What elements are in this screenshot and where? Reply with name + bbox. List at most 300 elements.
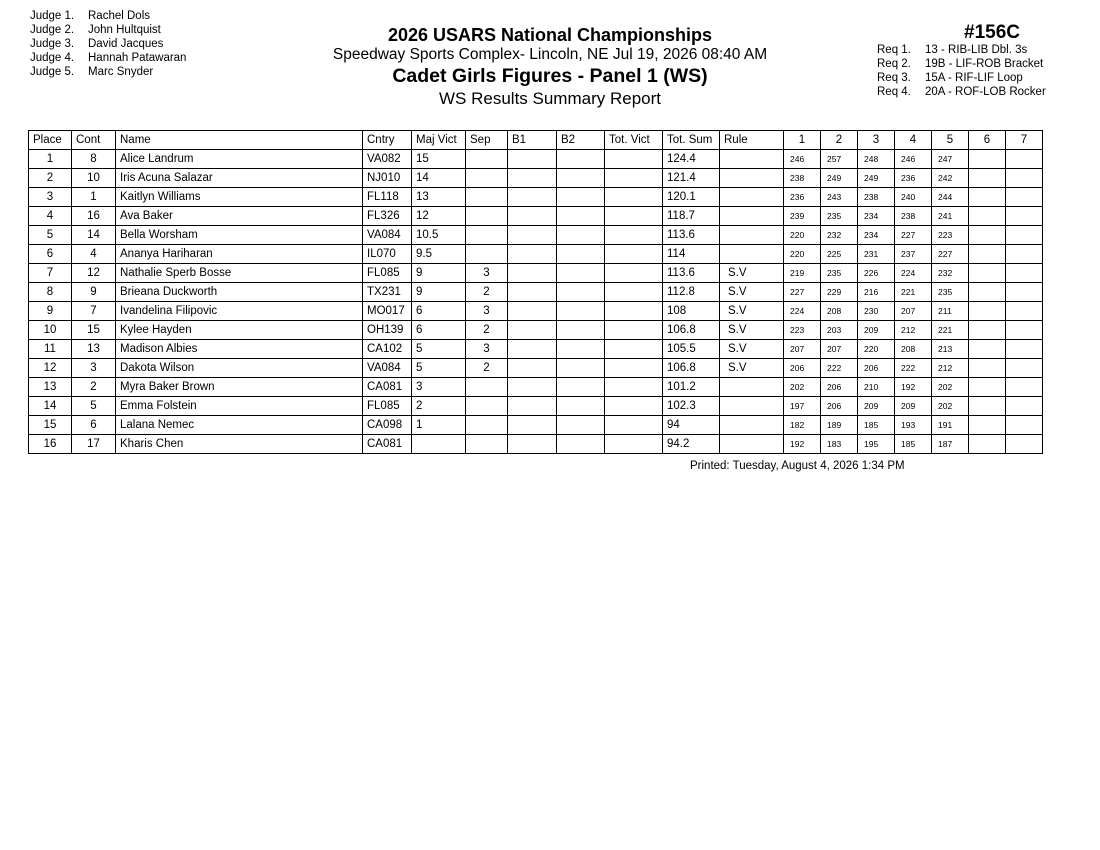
judge-score-cell: 220	[858, 340, 895, 359]
table-row	[29, 226, 1043, 245]
column-header: 5	[932, 131, 969, 150]
judge-score-cell: 192	[895, 378, 932, 397]
country-cell: CA102	[363, 340, 412, 359]
maj-vict-cell: 10.5	[412, 226, 466, 245]
requirement-text: 15A - RIF-LIF Loop	[925, 72, 1023, 84]
judge-name: Marc Snyder	[88, 66, 154, 78]
judge-score-cell: 185	[895, 435, 932, 454]
b2-cell	[557, 150, 605, 169]
judge-score-cell: 195	[858, 435, 895, 454]
name-cell: Brieana Duckworth	[116, 283, 363, 302]
judge-score-cell: 221	[895, 283, 932, 302]
name-cell: Emma Folstein	[116, 397, 363, 416]
b1-cell	[508, 169, 557, 188]
judge-score-cell: 216	[858, 283, 895, 302]
judge-score-cell: 222	[895, 359, 932, 378]
place-cell: 1	[29, 150, 72, 169]
name-cell: Iris Acuna Salazar	[116, 169, 363, 188]
judge-score-cell: 227	[784, 283, 821, 302]
requirement-text: 13 - RIB-LIB Dbl. 3s	[925, 44, 1028, 56]
tot-sum-cell: 106.8	[663, 321, 720, 340]
sep-cell	[466, 378, 508, 397]
judge-score-cell	[1006, 359, 1043, 378]
judge-name: John Hultquist	[88, 24, 161, 36]
country-cell: FL326	[363, 207, 412, 226]
judge-score-cell: 202	[784, 378, 821, 397]
column-header: Sep	[466, 131, 508, 150]
judge-score-cell: 234	[858, 226, 895, 245]
place-cell: 6	[29, 245, 72, 264]
judge-score-cell	[969, 207, 1006, 226]
judge-score-cell: 246	[784, 150, 821, 169]
judge-score-cell: 237	[895, 245, 932, 264]
table-header-row	[29, 131, 1043, 150]
judge-score-cell: 213	[932, 340, 969, 359]
tot-vict-cell	[605, 245, 663, 264]
country-cell: VA084	[363, 226, 412, 245]
judge-score-cell: 206	[821, 397, 858, 416]
judge-score-cell: 211	[932, 302, 969, 321]
place-cell: 9	[29, 302, 72, 321]
requirement-entry	[877, 57, 1046, 71]
championship-title: 2026 USARS National Championships	[387, 25, 713, 45]
cont-cell: 16	[72, 207, 116, 226]
judge-score-cell: 230	[858, 302, 895, 321]
judge-label: Judge 5.	[30, 66, 75, 78]
judge-score-cell	[1006, 283, 1043, 302]
rule-cell	[720, 397, 784, 416]
place-cell: 5	[29, 226, 72, 245]
b2-cell	[557, 321, 605, 340]
judge-score-cell: 238	[895, 207, 932, 226]
rule-cell: S.V	[720, 340, 784, 359]
tot-vict-cell	[605, 340, 663, 359]
name-cell: Ananya Hariharan	[116, 245, 363, 264]
judge-score-cell	[969, 226, 1006, 245]
sep-cell: 3	[466, 302, 508, 321]
judge-score-cell: 235	[821, 207, 858, 226]
judge-score-cell: 249	[858, 169, 895, 188]
judge-score-cell: 223	[784, 321, 821, 340]
column-header: Place	[29, 131, 72, 150]
judge-score-cell: 236	[895, 169, 932, 188]
judge-score-cell: 207	[784, 340, 821, 359]
sep-cell: 2	[466, 359, 508, 378]
column-header: 7	[1006, 131, 1043, 150]
tot-sum-cell: 118.7	[663, 207, 720, 226]
judge-score-cell	[1006, 188, 1043, 207]
judge-score-cell: 229	[821, 283, 858, 302]
column-header: Name	[116, 131, 363, 150]
tot-sum-cell: 112.8	[663, 283, 720, 302]
country-cell: FL085	[363, 397, 412, 416]
b2-cell	[557, 245, 605, 264]
judge-score-cell: 244	[932, 188, 969, 207]
requirement-text: 19B - LIF-ROB Bracket	[925, 58, 1044, 70]
table-row	[29, 397, 1043, 416]
judge-entry	[30, 23, 186, 37]
judge-score-cell: 206	[858, 359, 895, 378]
place-cell: 11	[29, 340, 72, 359]
b1-cell	[508, 188, 557, 207]
maj-vict-cell	[412, 435, 466, 454]
b1-cell	[508, 435, 557, 454]
judge-score-cell: 208	[895, 340, 932, 359]
judge-score-cell: 241	[932, 207, 969, 226]
country-cell: FL085	[363, 264, 412, 283]
country-cell: IL070	[363, 245, 412, 264]
judge-score-cell: 247	[932, 150, 969, 169]
judge-score-cell	[969, 150, 1006, 169]
judge-score-cell: 223	[932, 226, 969, 245]
tot-sum-cell: 113.6	[663, 264, 720, 283]
judge-score-cell	[969, 397, 1006, 416]
judge-score-cell	[969, 188, 1006, 207]
judge-score-cell: 183	[821, 435, 858, 454]
judge-score-cell	[1006, 150, 1043, 169]
judge-score-cell: 236	[784, 188, 821, 207]
judge-score-cell	[969, 435, 1006, 454]
judge-score-cell: 220	[784, 245, 821, 264]
rule-cell	[720, 226, 784, 245]
venue-date: Speedway Sports Complex- Lincoln, NE Jul 19, 2026 08:40 AM	[332, 46, 768, 63]
judge-score-cell: 202	[932, 378, 969, 397]
b2-cell	[557, 378, 605, 397]
judge-score-cell: 182	[784, 416, 821, 435]
maj-vict-cell: 1	[412, 416, 466, 435]
judge-entry	[30, 37, 186, 51]
cont-cell: 14	[72, 226, 116, 245]
maj-vict-cell: 14	[412, 169, 466, 188]
judge-score-cell: 224	[895, 264, 932, 283]
report-header	[300, 24, 800, 110]
b1-cell	[508, 321, 557, 340]
sep-cell: 2	[466, 321, 508, 340]
judge-score-cell: 207	[895, 302, 932, 321]
table-row	[29, 321, 1043, 340]
place-cell: 7	[29, 264, 72, 283]
sep-cell	[466, 207, 508, 226]
column-header: B2	[557, 131, 605, 150]
judge-score-cell	[1006, 169, 1043, 188]
cont-cell: 6	[72, 416, 116, 435]
judge-score-cell	[1006, 416, 1043, 435]
cont-cell: 2	[72, 378, 116, 397]
judge-score-cell	[969, 359, 1006, 378]
cont-cell: 15	[72, 321, 116, 340]
judge-score-cell: 243	[821, 188, 858, 207]
b1-cell	[508, 340, 557, 359]
tot-sum-cell: 94	[663, 416, 720, 435]
place-cell: 16	[29, 435, 72, 454]
judge-score-cell	[1006, 226, 1043, 245]
judge-score-cell: 185	[858, 416, 895, 435]
country-cell: VA084	[363, 359, 412, 378]
column-header: 4	[895, 131, 932, 150]
column-header: Cntry	[363, 131, 412, 150]
tot-sum-cell: 108	[663, 302, 720, 321]
event-title: Cadet Girls Figures - Panel 1 (WS)	[392, 65, 708, 87]
cont-cell: 13	[72, 340, 116, 359]
judge-score-cell: 227	[895, 226, 932, 245]
judge-score-cell	[1006, 321, 1043, 340]
table-row	[29, 169, 1043, 188]
cont-cell: 3	[72, 359, 116, 378]
judge-score-cell	[969, 378, 1006, 397]
requirement-label: Req 1.	[877, 44, 911, 56]
sep-cell: 3	[466, 340, 508, 359]
judge-score-cell: 240	[895, 188, 932, 207]
country-cell: OH139	[363, 321, 412, 340]
table-row	[29, 207, 1043, 226]
table-row	[29, 150, 1043, 169]
judge-name: Hannah Patawaran	[88, 52, 187, 64]
judge-score-cell: 192	[784, 435, 821, 454]
judge-score-cell: 257	[821, 150, 858, 169]
maj-vict-cell: 12	[412, 207, 466, 226]
name-cell: Nathalie Sperb Bosse	[116, 264, 363, 283]
sep-cell	[466, 416, 508, 435]
requirements-list	[877, 43, 1046, 99]
tot-sum-cell: 94.2	[663, 435, 720, 454]
b2-cell	[557, 397, 605, 416]
place-cell: 3	[29, 188, 72, 207]
maj-vict-cell: 5	[412, 340, 466, 359]
judge-score-cell: 220	[784, 226, 821, 245]
cont-cell: 10	[72, 169, 116, 188]
country-cell: CA098	[363, 416, 412, 435]
judge-score-cell: 209	[895, 397, 932, 416]
maj-vict-cell: 3	[412, 378, 466, 397]
b2-cell	[557, 416, 605, 435]
country-cell: MO017	[363, 302, 412, 321]
tot-vict-cell	[605, 150, 663, 169]
judge-score-cell: 210	[858, 378, 895, 397]
b1-cell	[508, 226, 557, 245]
table-row	[29, 264, 1043, 283]
rule-cell: S.V	[720, 283, 784, 302]
judge-score-cell: 234	[858, 207, 895, 226]
judge-score-cell: 232	[821, 226, 858, 245]
table-row	[29, 378, 1043, 397]
tot-vict-cell	[605, 302, 663, 321]
place-cell: 10	[29, 321, 72, 340]
sep-cell	[466, 169, 508, 188]
table-row	[29, 302, 1043, 321]
cont-cell: 5	[72, 397, 116, 416]
b1-cell	[508, 283, 557, 302]
name-cell: Kaitlyn Williams	[116, 188, 363, 207]
b1-cell	[508, 378, 557, 397]
tot-vict-cell	[605, 378, 663, 397]
rule-cell	[720, 188, 784, 207]
judge-name: Rachel Dols	[88, 10, 150, 22]
column-header: Tot. Sum	[663, 131, 720, 150]
judge-score-cell: 238	[858, 188, 895, 207]
rule-cell	[720, 150, 784, 169]
tot-sum-cell: 124.4	[663, 150, 720, 169]
name-cell: Alice Landrum	[116, 150, 363, 169]
judge-score-cell	[1006, 245, 1043, 264]
rule-cell: S.V	[720, 321, 784, 340]
cont-cell: 4	[72, 245, 116, 264]
judge-score-cell: 248	[858, 150, 895, 169]
judge-score-cell	[969, 169, 1006, 188]
judge-score-cell	[969, 340, 1006, 359]
tot-vict-cell	[605, 264, 663, 283]
place-cell: 13	[29, 378, 72, 397]
requirement-text: 20A - ROF-LOB Rocker	[925, 86, 1046, 98]
judge-score-cell: 212	[932, 359, 969, 378]
b2-cell	[557, 264, 605, 283]
b1-cell	[508, 397, 557, 416]
printed-timestamp: Printed: Tuesday, August 4, 2026 1:34 PM	[690, 460, 905, 472]
b2-cell	[557, 302, 605, 321]
table-row	[29, 416, 1043, 435]
tot-sum-cell: 121.4	[663, 169, 720, 188]
place-cell: 4	[29, 207, 72, 226]
tot-sum-cell: 106.8	[663, 359, 720, 378]
place-cell: 15	[29, 416, 72, 435]
table-row	[29, 340, 1043, 359]
rule-cell	[720, 207, 784, 226]
sep-cell	[466, 226, 508, 245]
judge-score-cell: 225	[821, 245, 858, 264]
column-header: 2	[821, 131, 858, 150]
tot-vict-cell	[605, 283, 663, 302]
name-cell: Madison Albies	[116, 340, 363, 359]
tot-vict-cell	[605, 321, 663, 340]
judges-list	[30, 9, 186, 79]
sep-cell	[466, 435, 508, 454]
rule-cell	[720, 378, 784, 397]
judge-score-cell: 238	[784, 169, 821, 188]
place-cell: 12	[29, 359, 72, 378]
tot-vict-cell	[605, 169, 663, 188]
maj-vict-cell: 5	[412, 359, 466, 378]
judge-label: Judge 4.	[30, 52, 75, 64]
sep-cell	[466, 188, 508, 207]
judge-score-cell: 227	[932, 245, 969, 264]
judge-score-cell: 206	[784, 359, 821, 378]
country-cell: FL118	[363, 188, 412, 207]
judge-score-cell: 209	[858, 321, 895, 340]
judge-score-cell	[1006, 264, 1043, 283]
b2-cell	[557, 283, 605, 302]
tot-sum-cell: 113.6	[663, 226, 720, 245]
judge-score-cell: 232	[932, 264, 969, 283]
column-header: Tot. Vict	[605, 131, 663, 150]
judge-score-cell: 197	[784, 397, 821, 416]
country-cell: VA082	[363, 150, 412, 169]
table-row	[29, 435, 1043, 454]
judge-score-cell: 212	[895, 321, 932, 340]
country-cell: CA081	[363, 378, 412, 397]
requirement-entry	[877, 71, 1046, 85]
tot-vict-cell	[605, 435, 663, 454]
judge-score-cell: 203	[821, 321, 858, 340]
table-row	[29, 245, 1043, 264]
maj-vict-cell: 9.5	[412, 245, 466, 264]
judge-score-cell: 187	[932, 435, 969, 454]
judge-score-cell: 222	[821, 359, 858, 378]
name-cell: Ava Baker	[116, 207, 363, 226]
judge-score-cell: 226	[858, 264, 895, 283]
place-cell: 8	[29, 283, 72, 302]
requirement-entry	[877, 85, 1046, 99]
judge-score-cell: 249	[821, 169, 858, 188]
table-row	[29, 359, 1043, 378]
judge-score-cell	[969, 416, 1006, 435]
maj-vict-cell: 2	[412, 397, 466, 416]
name-cell: Kylee Hayden	[116, 321, 363, 340]
judge-entry	[30, 51, 186, 65]
name-cell: Ivandelina Filipovic	[116, 302, 363, 321]
table-row	[29, 188, 1043, 207]
judge-entry	[30, 9, 186, 23]
column-header: B1	[508, 131, 557, 150]
rule-cell: S.V	[720, 264, 784, 283]
rule-cell	[720, 245, 784, 264]
results-table	[28, 130, 1043, 454]
b1-cell	[508, 359, 557, 378]
requirement-label: Req 2.	[877, 58, 911, 70]
event-number: #156C	[964, 22, 1020, 43]
b1-cell	[508, 302, 557, 321]
judge-score-cell: 242	[932, 169, 969, 188]
judge-score-cell	[1006, 340, 1043, 359]
judge-score-cell: 207	[821, 340, 858, 359]
tot-sum-cell: 120.1	[663, 188, 720, 207]
name-cell: Dakota Wilson	[116, 359, 363, 378]
judge-label: Judge 2.	[30, 24, 75, 36]
judge-score-cell	[969, 283, 1006, 302]
column-header: 1	[784, 131, 821, 150]
cont-cell: 12	[72, 264, 116, 283]
country-cell: CA081	[363, 435, 412, 454]
tot-vict-cell	[605, 226, 663, 245]
column-header: Cont	[72, 131, 116, 150]
b2-cell	[557, 226, 605, 245]
requirement-label: Req 4.	[877, 86, 911, 98]
judge-score-cell: 246	[895, 150, 932, 169]
tot-vict-cell	[605, 188, 663, 207]
tot-sum-cell: 105.5	[663, 340, 720, 359]
judge-name: David Jacques	[88, 38, 164, 50]
tot-vict-cell	[605, 397, 663, 416]
judge-score-cell	[1006, 207, 1043, 226]
judge-score-cell	[1006, 302, 1043, 321]
tot-sum-cell: 114	[663, 245, 720, 264]
judge-label: Judge 3.	[30, 38, 75, 50]
judge-score-cell: 235	[932, 283, 969, 302]
sep-cell	[466, 397, 508, 416]
judge-score-cell	[969, 321, 1006, 340]
b1-cell	[508, 245, 557, 264]
judge-score-cell: 206	[821, 378, 858, 397]
judge-entry	[30, 65, 186, 79]
tot-sum-cell: 102.3	[663, 397, 720, 416]
b2-cell	[557, 169, 605, 188]
rule-cell: S.V	[720, 302, 784, 321]
judge-score-cell: 235	[821, 264, 858, 283]
rule-cell	[720, 416, 784, 435]
column-header: Rule	[720, 131, 784, 150]
b2-cell	[557, 188, 605, 207]
b2-cell	[557, 340, 605, 359]
rule-cell: S.V	[720, 359, 784, 378]
place-cell: 14	[29, 397, 72, 416]
